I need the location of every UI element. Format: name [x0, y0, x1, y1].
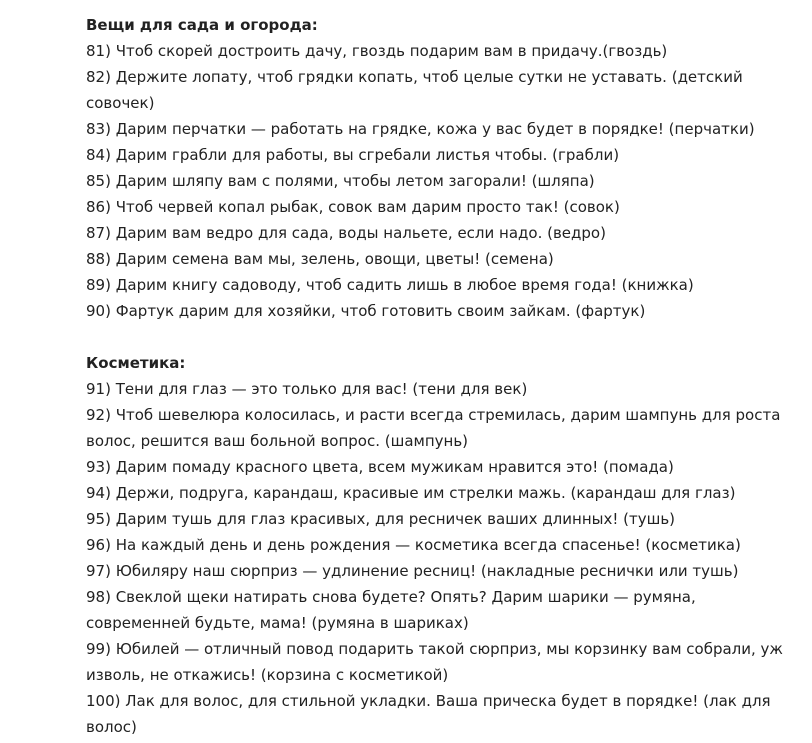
section-spacer — [86, 324, 802, 350]
list-cosmetics — [86, 376, 802, 740]
section-title-cosmetics: Косметика: — [86, 354, 186, 372]
list-item: 84) Дарим грабли для работы, вы сгребали листья чтобы. (грабли) — [86, 146, 620, 164]
list-item: 85) Дарим шляпу вам с полями, чтобы летом загорали! (шляпа) — [86, 172, 595, 190]
list-item: 89) Дарим книгу садоводу, чтоб садить лишь в любое время года! (книжка) — [86, 276, 694, 294]
list-item: 97) Юбиляру наш сюрприз — удлинение ресниц! (накладные реснички или тушь) — [86, 562, 739, 580]
list-item: 86) Чтоб червей копал рыбак, совок вам дарим просто так! (совок) — [86, 198, 620, 216]
section-title-garden: Вещи для сада и огорода: — [86, 16, 318, 34]
list-item: 93) Дарим помаду красного цвета, всем мужикам нравится это! (помада) — [86, 458, 674, 476]
document-body — [86, 12, 802, 740]
list-item: 91) Тени для глаз — это только для вас! (тени для век) — [86, 380, 528, 398]
list-item: 81) Чтоб скорей достроить дачу, гвоздь подарим вам в придачу.(гвоздь) — [86, 42, 668, 60]
list-item: 94) Держи, подруга, карандаш, красивые им стрелки мажь. (карандаш для глаз) — [86, 484, 736, 502]
list-item: 100) Лак для волос, для стильной укладки. Ваша прическа будет в порядке! (лак для волос) — [86, 692, 771, 736]
list-item: 96) На каждый день и день рождения — косметика всегда спасенье! (косметика) — [86, 536, 741, 554]
section-cosmetics — [86, 350, 802, 740]
list-item: 99) Юбилей — отличный повод подарить такой сюрприз, мы корзинку вам собрали, уж изволь, не откажись! (корзина с косметикой) — [86, 640, 783, 684]
list-item: 90) Фартук дарим для хозяйки, чтоб готовить своим зайкам. (фартук) — [86, 302, 646, 320]
list-item: 87) Дарим вам ведро для сада, воды нальете, если надо. (ведро) — [86, 224, 606, 242]
list-item: 98) Свеклой щеки натирать снова будете? Опять? Дарим шарики — румяна, современней будьте, мама! (румяна в шариках) — [86, 588, 696, 632]
section-garden — [86, 12, 802, 324]
list-item: 88) Дарим семена вам мы, зелень, овощи, цветы! (семена) — [86, 250, 554, 268]
list-item: 83) Дарим перчатки — работать на грядке, кожа у вас будет в порядке! (перчатки) — [86, 120, 755, 138]
list-item: 82) Держите лопату, чтоб грядки копать, чтоб целые сутки не уставать. (детский совочек) — [86, 68, 743, 112]
list-item: 92) Чтоб шевелюра колосилась, и расти всегда стремилась, дарим шампунь для роста волос, решится ваш больной вопрос. (шампунь) — [86, 406, 781, 450]
list-garden — [86, 38, 802, 324]
list-item: 95) Дарим тушь для глаз красивых, для ресничек ваших длинных! (тушь) — [86, 510, 676, 528]
